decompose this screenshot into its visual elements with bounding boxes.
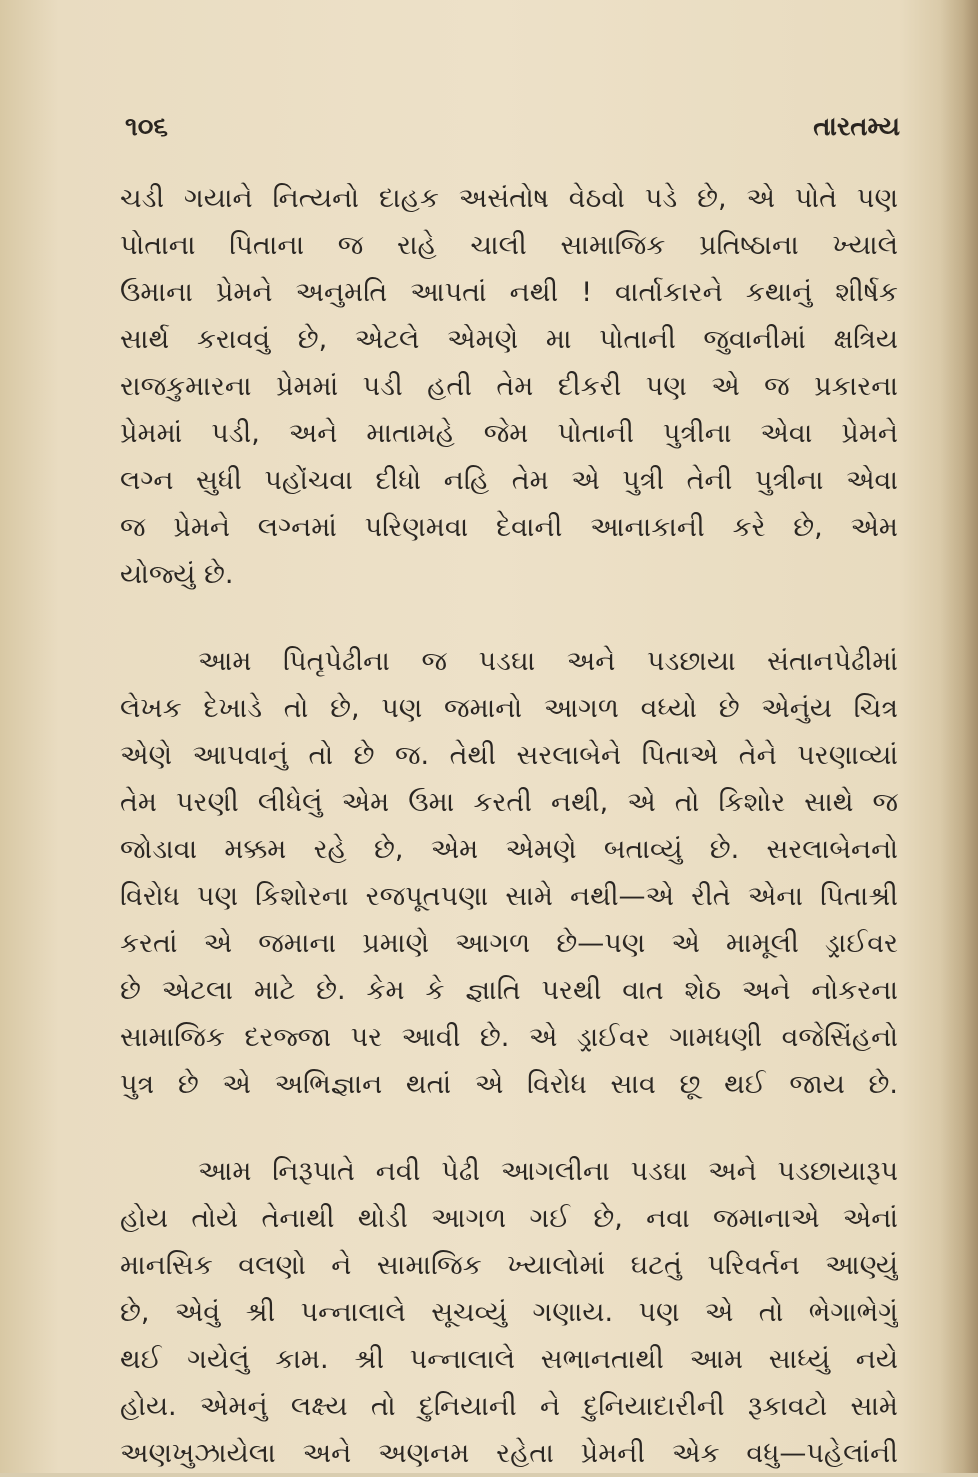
text-line: આમ પિતૃપેઢીના જ પડઘા અને પડછાયા સંતાનપેઢીમાં — [198, 646, 898, 677]
paragraph-3 — [120, 1148, 898, 1477]
text-line: આમ નિરૂપાતે નવી પેઢી આગલીના પડઘા અને પડછાયારૂપ — [198, 1156, 898, 1187]
text-line: છે એટલા માટે છે. કેમ કે જ્ઞાતિ પરથી વાત શેઠ અને નોકરના — [120, 975, 898, 1006]
running-title: તારતમ્ય — [813, 112, 900, 142]
text-line: કરતાં એ જમાના પ્રમાણે આગળ છે—પણ એ મામૂલી ડ્રાઈવર — [120, 928, 898, 959]
text-line: ઉમાના પ્રેમને અનુમતિ આપતાં નથી ! વાર્તાકારને કથાનું શીર્ષક — [120, 277, 898, 308]
text-line: જ પ્રેમને લગ્નમાં પરિણમવા દેવાની આનાકાની કરે છે, એમ — [120, 512, 898, 543]
text-line: જોડાવા મક્કમ રહે છે, એમ એમણે બતાવ્યું છે. સરલાબેનનો — [120, 834, 898, 865]
text-line: માનસિક વલણો ને સામાજિક ખ્યાલોમાં ઘટતું પરિવર્તન આણ્યું — [120, 1250, 898, 1281]
page-number: ૧૦૬ — [125, 112, 168, 142]
paragraph-2 — [120, 638, 898, 1108]
paragraph-1 — [120, 175, 898, 598]
page-spine-shadow — [940, 0, 978, 1473]
text-line: હોય. એમનું લક્ષ્ય તો દુનિયાની ને દુનિયાદારીની રૂકાવટો સામે — [120, 1391, 898, 1422]
text-line: હોય તોયે તેનાથી થોડી આગળ ગઈ છે, નવા જમાનાએ એનાં — [120, 1203, 898, 1234]
text-line: યોજ્યું છે. — [120, 559, 234, 590]
text-line: વિરોધ પણ કિશોરના રજપૂતપણા સામે નથી—એ રીતે એના પિતાશ્રી — [120, 881, 898, 912]
text-line: થઈ ગયેલું કામ. શ્રી પન્નાલાલે સભાનતાથી આમ સાધ્યું નયે — [120, 1344, 898, 1375]
text-line: ચડી ગયાને નિત્યનો દાહક અસંતોષ વેઠવો પડે છે, એ પોતે પણ — [120, 183, 898, 214]
text-line: છે, એવું શ્રી પન્નાલાલે સૂચવ્યું ગણાય. પણ એ તો ભેગાભેગું — [120, 1297, 898, 1328]
text-line: લેખક દેખાડે તો છે, પણ જમાનો આગળ વધ્યો છે એનુંય ચિત્ર — [120, 693, 898, 724]
text-line: પુત્ર છે એ અભિજ્ઞાન થતાં એ વિરોધ સાવ છૂ થઈ જાય છે. — [120, 1069, 898, 1100]
text-line: તેમ પરણી લીધેલું એમ ઉમા કરતી નથી, એ તો કિશોર સાથે જ — [120, 787, 898, 818]
text-line: એણે આપવાનું તો છે જ. તેથી સરલાબેને પિતાએ તેને પરણાવ્યાં — [120, 740, 898, 771]
text-line: લગ્ન સુધી પહોંચવા દીધો નહિ તેમ એ પુત્રી તેની પુત્રીના એવા — [120, 465, 898, 496]
text-line: પ્રેમમાં પડી, અને માતામહે જેમ પોતાની પુત્રીના એવા પ્રેમને — [120, 418, 898, 449]
text-line: અણખુઝાયેલા અને અણનમ રહેતા પ્રેમની એક વધુ—પહેલાંની — [120, 1438, 898, 1469]
body-text — [120, 175, 898, 1477]
text-line: સામાજિક દરજ્જા પર આવી છે. એ ડ્રાઈવર ગામધણી વજેસિંહનો — [120, 1022, 898, 1053]
text-line: રાજકુમારના પ્રેમમાં પડી હતી તેમ દીકરી પણ એ જ પ્રકારના — [120, 371, 898, 402]
page-header — [125, 112, 900, 152]
text-line: સાર્થ કરાવવું છે, એટલે એમણે મા પોતાની જુવાનીમાં ક્ષત્રિય — [120, 324, 898, 355]
text-line: પોતાના પિતાના જ રાહે ચાલી સામાજિક પ્રતિષ્ઠાના ખ્યાલે — [120, 230, 898, 261]
